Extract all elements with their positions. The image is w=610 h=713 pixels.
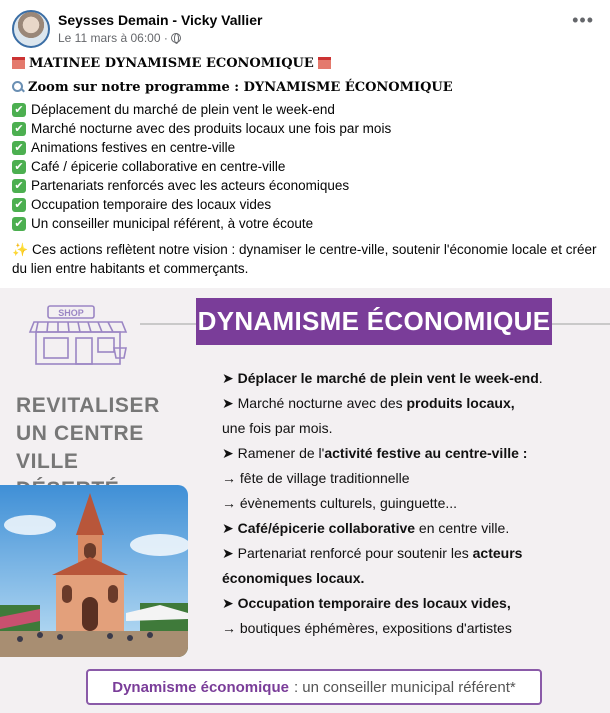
bottom-callout (86, 669, 542, 705)
globe-icon (171, 33, 181, 43)
callout-text: : un conseiller municipal référent* (293, 678, 516, 696)
headline-line: REVITALISER (16, 394, 160, 417)
flyer-line-text: ➤ (222, 520, 238, 536)
callout-highlight: Dynamisme économique (112, 678, 289, 696)
flyer-line-bold: Café/épicerie collaborative (237, 520, 416, 536)
divider-left (140, 323, 196, 325)
timestamp[interactable]: Le 11 mars à 06:00 · (58, 31, 168, 45)
shop-icon (26, 300, 136, 368)
flyer-banner: DYNAMISME ÉCONOMIQUE (196, 298, 552, 345)
flyer-line (222, 366, 602, 391)
flyer-line (222, 566, 602, 591)
flyer-line-text: ➤ Ramener de l' (222, 445, 325, 461)
flyer-line-text: → boutiques éphémères, expositions d'artistes (222, 620, 512, 636)
flyer-line-text: → évènements culturels, guinguette... (222, 495, 458, 511)
flyer-line (222, 466, 602, 491)
department-store-icon (12, 57, 25, 69)
flyer-line (222, 591, 602, 616)
flyer-line-bold: activité festive au centre-ville : (324, 445, 528, 461)
check-mark-icon: ✔ (12, 179, 26, 193)
flyer-line-bold: Déplacer le marché de plein vent le week-end (237, 370, 539, 386)
flyer-line-text: ➤ (222, 595, 238, 611)
program-item (12, 157, 598, 176)
program-item-text: Un conseiller municipal référent, à votre écoute (31, 216, 314, 231)
flyer-line (222, 491, 602, 516)
program-item (12, 100, 598, 119)
flyer-line (222, 441, 602, 466)
summary-paragraph (12, 240, 598, 278)
flyer-line (222, 516, 602, 541)
check-mark-icon: ✔ (12, 141, 26, 155)
flyer-image[interactable] (0, 288, 610, 713)
program-item (12, 195, 598, 214)
magnifier-icon (12, 81, 24, 93)
program-item-text: Déplacement du marché de plein vent le week-end (31, 102, 335, 117)
check-mark-icon: ✔ (12, 217, 26, 231)
post-header (12, 10, 598, 50)
divider-right (552, 323, 610, 325)
zoom-line (12, 74, 598, 100)
flyer-line-bold: économiques locaux. (222, 570, 365, 586)
post-body (12, 52, 598, 278)
sparkles-icon: ✨ (12, 242, 29, 257)
check-mark-icon: ✔ (12, 160, 26, 174)
more-options-button[interactable]: ••• (572, 10, 594, 30)
flyer-line-text: . (538, 370, 543, 386)
headline-line: UN CENTRE VILLE (16, 422, 144, 473)
program-item (12, 176, 598, 195)
flyer-line-bold: acteurs (472, 545, 523, 561)
summary-text: Ces actions reflètent notre vision : dynamiser le centre-ville, soutenir l'économie locale et créer du lien entre habitants et commerçants. (12, 242, 597, 276)
program-item (12, 119, 598, 138)
program-item-text: Animations festives en centre-ville (31, 140, 236, 155)
zoom-text: Zoom sur notre programme : DYNAMISME ÉCONOMIQUE (28, 79, 453, 95)
post-title-line (12, 52, 598, 74)
flyer-line-text: ➤ (222, 370, 238, 386)
program-list (12, 100, 598, 233)
church-photo (0, 485, 188, 657)
flyer-line-text: une fois par mois. (222, 420, 333, 436)
flyer-line-text: → fête de village traditionnelle (222, 470, 410, 486)
program-item-text: Café / épicerie collaborative en centre-ville (31, 159, 286, 174)
program-item-text: Marché nocturne avec des produits locaux une fois par mois (31, 121, 392, 136)
avatar[interactable] (12, 10, 50, 48)
flyer-line (222, 616, 602, 641)
program-item (12, 138, 598, 157)
post-meta (58, 31, 181, 45)
flyer-line (222, 541, 602, 566)
department-store-icon (318, 57, 331, 69)
flyer-line-bold: produits locaux, (406, 395, 515, 411)
program-item-text: Occupation temporaire des locaux vides (31, 197, 272, 212)
check-mark-icon: ✔ (12, 198, 26, 212)
flyer-line-text: en centre ville. (415, 520, 510, 536)
church-illustration (0, 485, 188, 657)
program-item-text: Partenariats renforcés avec les acteurs économiques (31, 178, 350, 193)
author-name[interactable]: Seysses Demain - Vicky Vallier (58, 12, 263, 28)
flyer-line-text: ➤ Partenariat renforcé pour soutenir les (222, 545, 473, 561)
check-mark-icon: ✔ (12, 103, 26, 117)
flyer-line-text: ➤ Marché nocturne avec des (222, 395, 407, 411)
post-title: MATINEE DYNAMISME ECONOMIQUE (29, 55, 314, 71)
flyer-program-list (222, 366, 602, 641)
flyer-line-bold: Occupation temporaire des locaux vides, (237, 595, 511, 611)
shop-sign-label: SHOP (58, 308, 84, 318)
check-mark-icon: ✔ (12, 122, 26, 136)
flyer-line (222, 416, 602, 441)
program-item (12, 214, 598, 233)
flyer-line (222, 391, 602, 416)
